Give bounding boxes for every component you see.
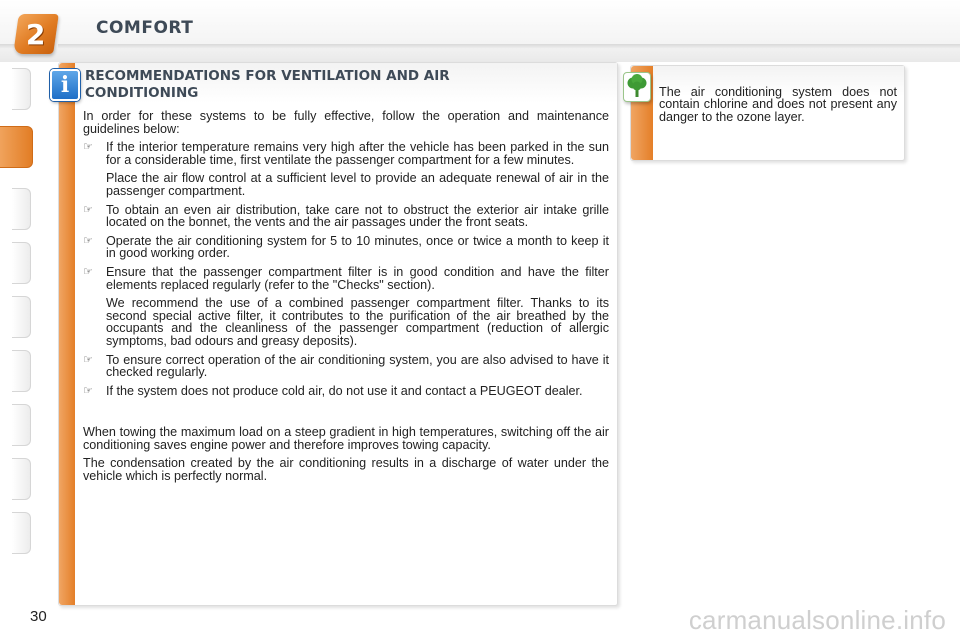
info-icon: i (50, 69, 80, 101)
eco-note-text: The air conditioning system does not contain chlorine and does not present any danger to the ozone layer. (659, 85, 897, 124)
chapter-number: 2 (26, 17, 46, 51)
chapter-tab[interactable] (12, 458, 31, 500)
header-rule (58, 44, 960, 49)
list-item (83, 141, 609, 197)
chapter-tab[interactable] (12, 242, 31, 284)
chapter-tab[interactable] (12, 68, 31, 110)
chapter-side-tabs (0, 64, 32, 576)
pointing-hand-icon: ☞ (83, 140, 93, 154)
tree-eco-icon (623, 72, 651, 102)
section-title-line1: RECOMMENDATIONS FOR VENTILATION AND AIR (85, 68, 450, 84)
section-title (85, 68, 605, 102)
chapter-tab[interactable] (12, 296, 31, 338)
list-item-text: To ensure correct operation of the air conditioning system, you are also advised to have it checked regularly. (106, 352, 609, 380)
intro-paragraph: In order for these systems to be fully effective, follow the operation and maintenance guidelines below: (83, 109, 609, 136)
list-item (83, 385, 609, 398)
pointing-hand-icon: ☞ (83, 352, 93, 366)
list-item (83, 354, 609, 379)
section-title-line2: CONDITIONING (85, 85, 199, 101)
chapter-tab[interactable] (12, 404, 31, 446)
list-item-text: Operate the air conditioning system for 5 to 10 minutes, once or twice a month to keep it in good working order. (106, 233, 609, 261)
pointing-hand-icon: ☞ (83, 202, 93, 216)
list-item (83, 266, 609, 348)
list-item (83, 235, 609, 260)
chapter-tab-active[interactable] (0, 126, 33, 168)
list-item-subtext: Place the air flow control at a sufficient level to provide an adequate renewal of air in the passenger compartment. (106, 171, 609, 198)
pointing-hand-icon: ☞ (83, 264, 93, 278)
list-item-text: If the system does not produce cold air, do not use it and contact a PEUGEOT dealer. (106, 383, 583, 398)
watermark: carmanualsonline.info (688, 605, 946, 635)
chapter-tab[interactable] (12, 188, 31, 230)
chapter-tab[interactable] (12, 512, 31, 554)
list-item (83, 204, 609, 229)
list-item-text: Ensure that the passenger compartment filter is in good condition and have the filter elements replaced regularly (refer to the "Checks" section). (106, 264, 609, 292)
chapter-tab[interactable] (12, 350, 31, 392)
list-item-text: To obtain an even air distribution, take care not to obstruct the exterior air intake grille located on the bonnet, the vents and the air passages under the front seats. (106, 202, 609, 230)
list-item-subtext: We recommend the use of a combined passenger compartment filter. Thanks to its second special active filter, it contributes to the purification of the air breathed by the occupants and the cleanliness of the passenger compartment (reduction of allergic symptoms, bad odours and greasy deposits). (106, 296, 609, 348)
pointing-hand-icon: ☞ (83, 383, 93, 397)
page-number: 30 (30, 608, 47, 625)
list-item-text: If the interior temperature remains very high after the vehicle has been parked in the sun for a considerable time, first ventilate the passenger compartment for a few minutes. (106, 140, 609, 167)
towing-paragraph: When towing the maximum load on a steep gradient in high temperatures, switching off the air conditioning saves engine power and therefore improves towing capacity. (83, 425, 609, 452)
pointing-hand-icon: ☞ (83, 233, 93, 247)
chapter-title: COMFORT (96, 18, 194, 38)
condensation-paragraph: The condensation created by the air conditioning results in a discharge of water under the vehicle which is perfectly normal. (83, 456, 609, 484)
panel-accent-stripe (59, 63, 75, 605)
recommendation-list (83, 141, 609, 397)
section-body (83, 110, 609, 489)
spacer (83, 403, 609, 426)
chapter-number-badge (13, 14, 59, 54)
